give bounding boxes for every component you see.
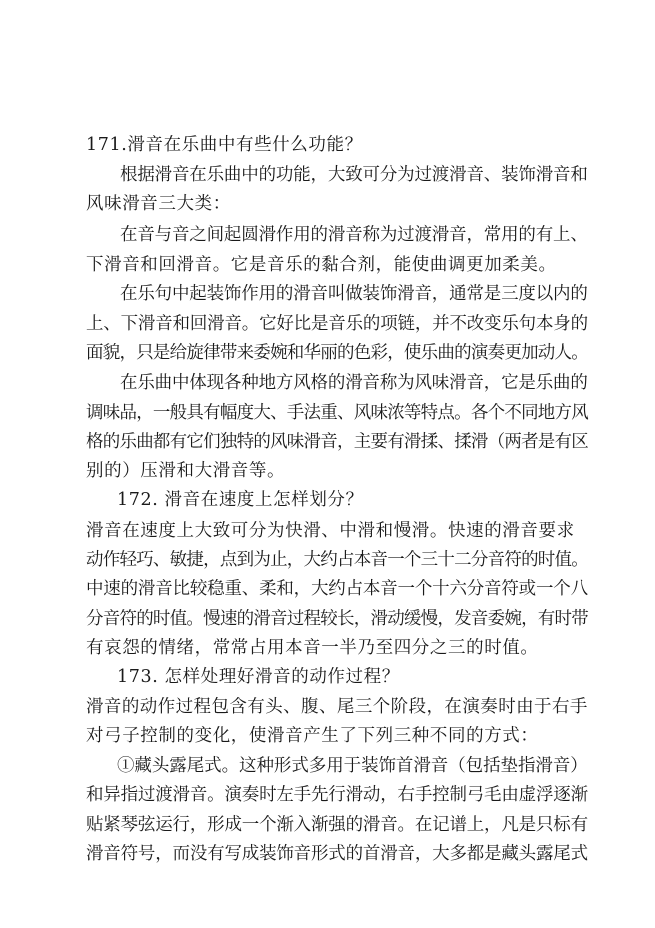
text-line: 别的）压滑和大滑音等。 (86, 461, 286, 481)
text-line: ①藏头露尾式。这种形式多用于装饰首滑音（包括垫指滑音） (117, 756, 588, 776)
text-line: 贴紧琴弦运行，形成一个渐入渐强的滑音。在记谱上，凡是只标有 (86, 815, 588, 835)
text-line: 在音与音之间起圆滑作用的滑音称为过渡滑音，常用的有上、 (120, 225, 588, 245)
text-line: 调味品，一般具有幅度大、手法重、风味浓等特点。各个不同地方风 (86, 403, 588, 423)
text-line: 和异指过渡滑音。演奏时左手先行滑动，右手控制弓毛由虚浮逐渐 (86, 785, 588, 805)
text-line: 下滑音和回滑音。它是音乐的黏合剂，能使曲调更加柔美。 (86, 255, 557, 275)
question-172-heading: 172. 滑音在速度上怎样划分？ (117, 490, 364, 510)
text-line: 格的乐曲都有它们独特的风味滑音，主要有滑揉、揉滑（两者是有区 (86, 432, 588, 452)
text-line: 面貌，只是给旋律带来委婉和华丽的色彩，使乐曲的演奏更加动人。 (86, 343, 588, 363)
text-line: 中速的滑音比较稳重、柔和，大约占本音一个十六分音符或一个八 (86, 579, 588, 599)
text-line: 有哀怨的情绪，常常占用本音一半乃至四分之三的时值。 (86, 638, 539, 658)
text-line: 风味滑音三大类： (86, 194, 231, 214)
text-line: 根据滑音在乐曲中的功能，大致可分为过渡滑音、装饰滑音和 (120, 165, 588, 185)
text-line: 动作轻巧、敏捷，点到为止，大约占本音一个三十二分音符的时值。 (86, 550, 588, 570)
text-line: 对弓子控制的变化，使滑音产生了下列三种不同的方式： (86, 726, 539, 746)
text-line: 上、下滑音和回滑音。它好比是音乐的项链，并不改变乐句本身的 (86, 314, 588, 334)
text-line: 在乐曲中体现各种地方风格的滑音称为风味滑音，它是乐曲的 (120, 373, 588, 393)
text-line: 滑音符号，而没有写成装饰音形式的首滑音，大多都是藏头露尾式 (86, 844, 588, 864)
text-line: 分音符的时值。慢速的滑音过程较长，滑动缓慢，发音委婉，有时带 (86, 609, 588, 629)
question-173-heading: 173. 怎样处理好滑音的动作过程？ (117, 667, 400, 687)
text-line: 滑音的动作过程包含有头、腹、尾三个阶段，在演奏时由于右手 (86, 697, 588, 717)
text-line: 滑音在速度上大致可分为快滑、中滑和慢滑。快速的滑音要求 (86, 521, 575, 541)
question-171-heading: 171.滑音在乐曲中有些什么功能？ (86, 135, 363, 155)
text-line: 在乐句中起装饰作用的滑音叫做装饰滑音，通常是三度以内的 (120, 284, 588, 304)
